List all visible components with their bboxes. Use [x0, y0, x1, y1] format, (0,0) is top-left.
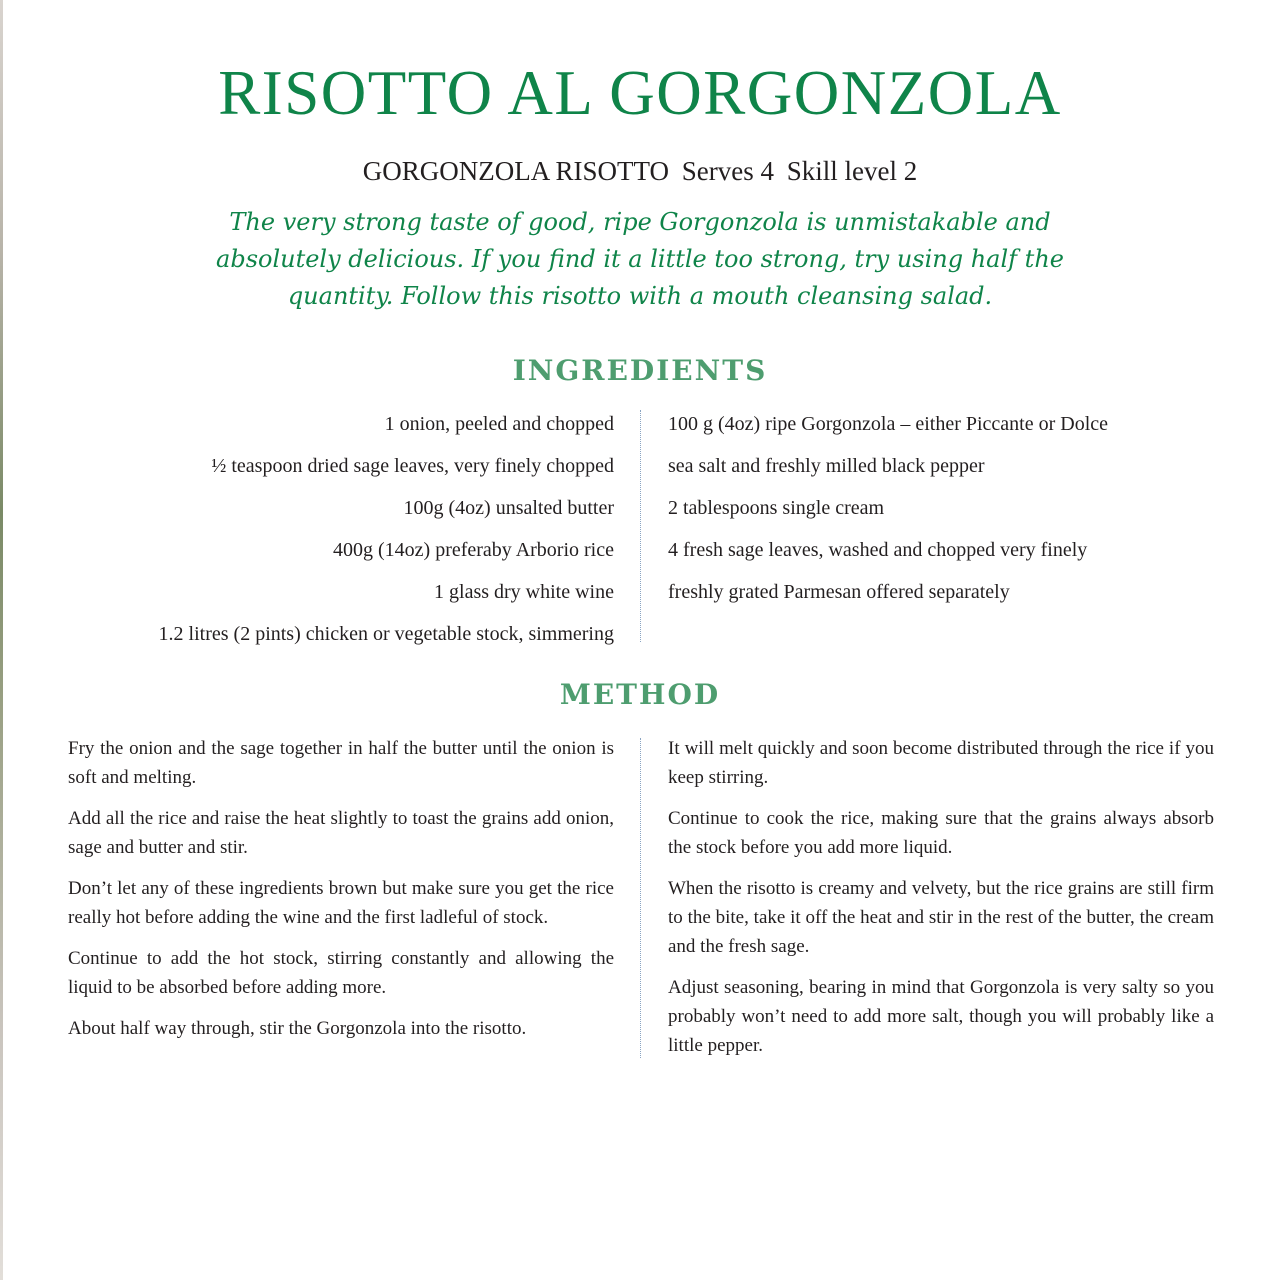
- method-step: Add all the rice and raise the heat slightly to toast the grains add onion, sage and butter and stir.: [68, 808, 614, 858]
- method-step: Fry the onion and the sage together in half the butter until the onion is soft and melting.: [68, 738, 614, 788]
- ingredient-item: 1 glass dry white wine: [434, 581, 614, 603]
- page-edge-strip: [0, 0, 3, 1280]
- method-step: Don’t let any of these ingredients brown but make sure you get the rice really hot before adding the wine and the first ladleful of stock.: [68, 878, 614, 928]
- method-step: Adjust seasoning, bearing in mind that Gorgonzola is very salty so you probably won’t need to add more salt, though you will probably like a little pepper.: [668, 977, 1214, 1056]
- method-step: About half way through, stir the Gorgonzola into the risotto.: [68, 1018, 527, 1039]
- method-step: When the risotto is creamy and velvety, but the rice grains are still firm to the bite, take it off the heat and stir in the rest of the butter, the cream and the fresh sage.: [668, 878, 1214, 957]
- ingredient-item: 2 tablespoons single cream: [668, 497, 885, 519]
- recipe-skill-level: Skill level 2: [786, 156, 918, 186]
- ingredient-item: 100 g (4oz) ripe Gorgonzola – either Piccante or Dolce: [668, 413, 1109, 435]
- ingredient-item: 4 fresh sage leaves, washed and chopped very finely: [668, 539, 1088, 561]
- ingredients-divider: [640, 410, 641, 642]
- method-step: Continue to add the hot stock, stirring constantly and allowing the liquid to be absorbed before adding more.: [68, 948, 614, 998]
- ingredient-item: ½ teaspoon dried sage leaves, very finely chopped: [211, 455, 614, 477]
- method-divider: [640, 738, 641, 1058]
- ingredients-right-column: [668, 403, 1228, 613]
- method-right-column: [668, 734, 1214, 1072]
- ingredient-item: 1 onion, peeled and chopped: [384, 413, 614, 435]
- ingredients-left-column: [60, 403, 614, 655]
- ingredient-item: sea salt and freshly milled black pepper: [668, 455, 985, 477]
- ingredient-item: 400g (14oz) preferaby Arborio rice: [333, 539, 614, 561]
- method-left-column: [68, 734, 614, 1055]
- recipe-subtitle: [0, 153, 1280, 189]
- recipe-title: RISOTTO AL GORGONZOLA: [218, 58, 1062, 128]
- ingredient-item: freshly grated Parmesan offered separately: [668, 581, 1010, 603]
- recipe-serves: Serves 4: [681, 156, 774, 186]
- method-step: Continue to cook the rice, making sure that the grains always absorb the stock before you add more liquid.: [668, 808, 1214, 858]
- recipe-english-name: GORGONZOLA RISOTTO: [362, 156, 670, 186]
- method-step: It will melt quickly and soon become distributed through the rice if you keep stirring.: [668, 738, 1214, 788]
- recipe-intro: The very strong taste of good, ripe Gorgonzola is unmistakable and absolutely delicious. If you find it a little too strong, try using half the quantity. Follow this risotto with a mouth cleansing salad.: [216, 208, 1064, 310]
- ingredient-item: 100g (4oz) unsalted butter: [403, 497, 614, 519]
- method-heading: METHOD: [559, 678, 721, 711]
- ingredients-heading: INGREDIENTS: [512, 354, 768, 387]
- ingredient-item: 1.2 litres (2 pints) chicken or vegetable stock, simmering: [158, 623, 614, 645]
